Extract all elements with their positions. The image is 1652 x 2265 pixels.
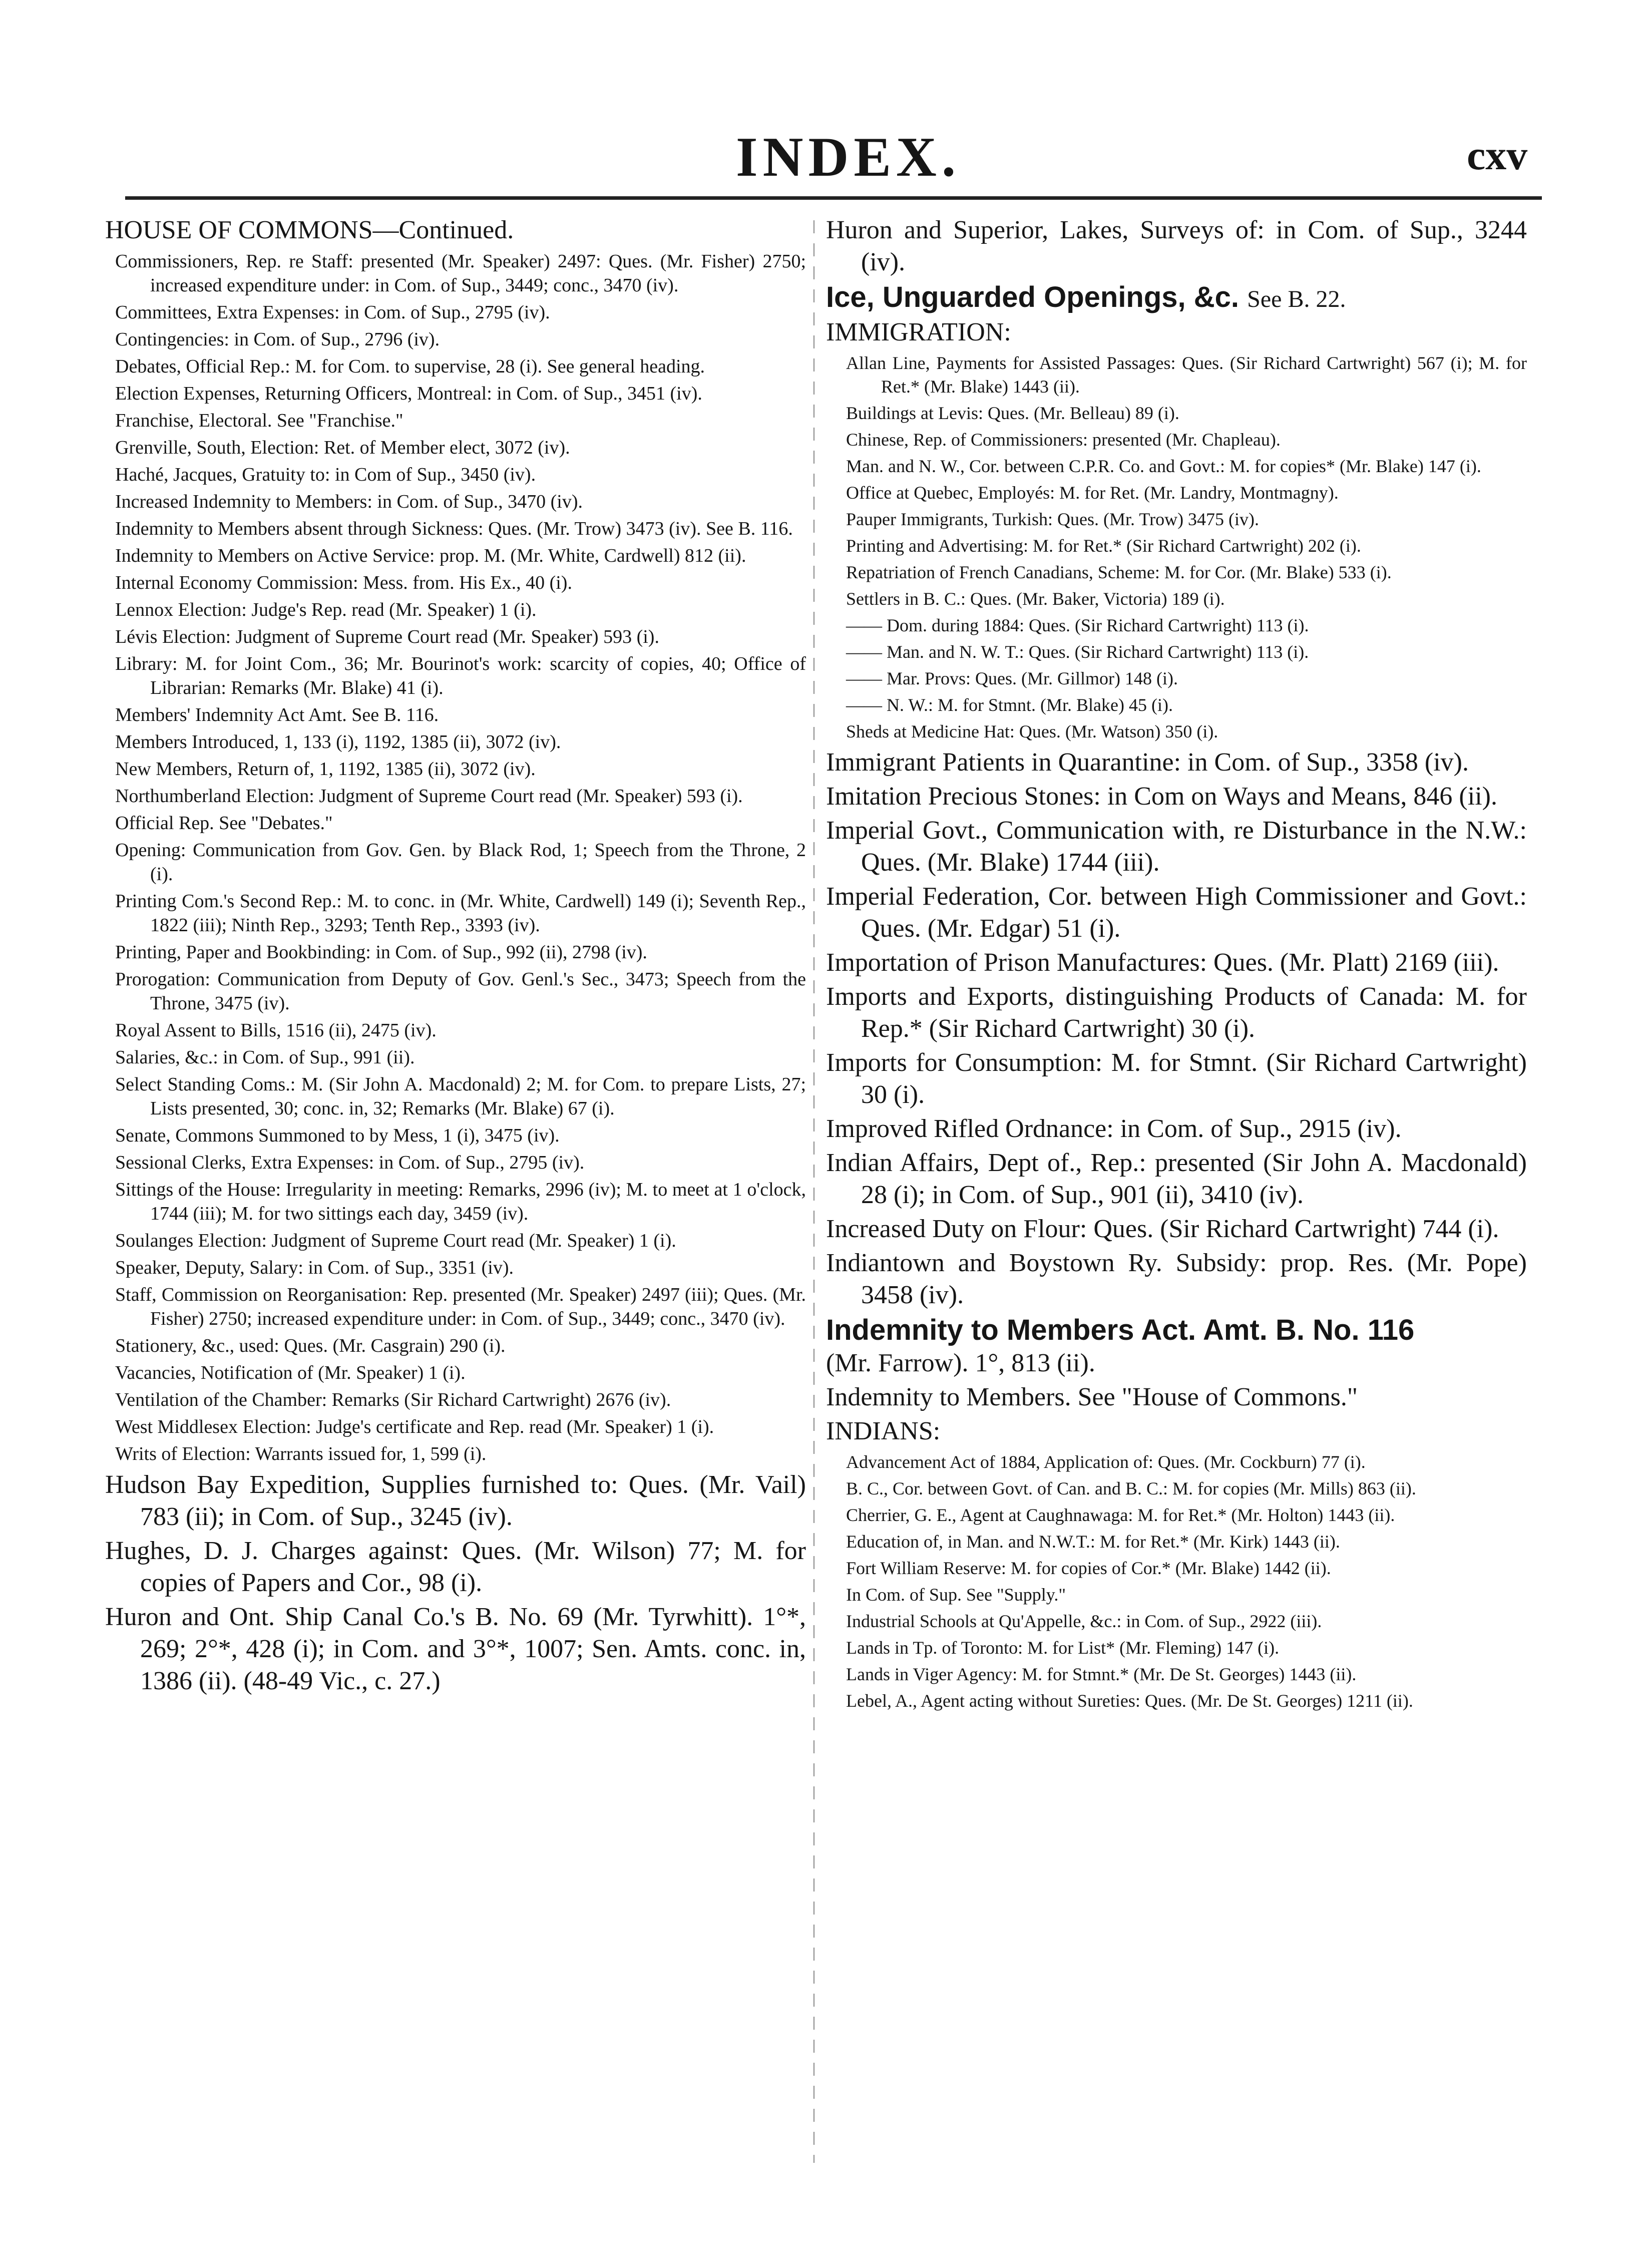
sub-entry: Prorogation: Communication from Deputy of Gov. Genl.'s Sec., 3473; Speech from the Throne, 3475 (iv). bbox=[115, 969, 806, 1014]
sub-entry: Pauper Immigrants, Turkish: Ques. (Mr. Trow) 3475 (iv). bbox=[846, 509, 1260, 529]
index-entry: Imperial Federation, Cor. between High Commissioner and Govt.: Ques. (Mr. Edgar) 51 (i). bbox=[826, 882, 1527, 943]
sub-entry: Senate, Commons Summoned to by Mess, 1 (i), 3475 (iv). bbox=[115, 1125, 560, 1146]
sub-entry: Commissioners, Rep. re Staff: presented (Mr. Speaker) 2497: Ques. (Mr. Fisher) 2750; increased expenditure under: in Com. of Sup., 3449; conc., 3470 (iv). bbox=[115, 251, 806, 296]
sub-entry: Northumberland Election: Judgment of Supreme Court read (Mr. Speaker) 593 (i). bbox=[115, 786, 743, 807]
sub-entry: Indemnity to Members absent through Sickness: Ques. (Mr. Trow) 3473 (iv). See B. 116. bbox=[115, 518, 793, 539]
sub-entry: Lands in Tp. of Toronto: M. for List* (Mr. Fleming) 147 (i). bbox=[846, 1638, 1280, 1658]
bill-details: (Mr. Farrow). 1°, 813 (ii). bbox=[826, 1349, 1095, 1377]
index-entry: Huron and Superior, Lakes, Surveys of: in Com. of Sup., 3244 (iv). bbox=[826, 216, 1527, 276]
sub-entry: Lévis Election: Judgment of Supreme Court read (Mr. Speaker) 593 (i). bbox=[115, 626, 659, 647]
index-entry: Imports for Consumption: M. for Stmnt. (Sir Richard Cartwright) 30 (i). bbox=[826, 1048, 1527, 1109]
index-entry: Imports and Exports, distinguishing Products of Canada: M. for Rep.* (Sir Richard Cartwright) 30 (i). bbox=[826, 982, 1527, 1043]
sub-entry: Office at Quebec, Employés: M. for Ret. (Mr. Landry, Montmagny). bbox=[846, 483, 1339, 503]
sub-entry: B. C., Cor. between Govt. of Can. and B. C.: M. for copies (Mr. Mills) 863 (ii). bbox=[846, 1478, 1416, 1498]
sub-entry: West Middlesex Election: Judge's certificate and Rep. read (Mr. Speaker) 1 (i). bbox=[115, 1416, 714, 1437]
sub-entry: Stationery, &c., used: Ques. (Mr. Casgrain) 290 (i). bbox=[115, 1335, 506, 1356]
sub-entry: —— Man. and N. W. T.: Ques. (Sir Richard Cartwright) 113 (i). bbox=[846, 642, 1309, 662]
index-entry: Hudson Bay Expedition, Supplies furnished to: Ques. (Mr. Vail) 783 (ii); in Com. of Sup., 3245 (iv). bbox=[105, 1470, 806, 1531]
sub-entry: Opening: Communication from Gov. Gen. by Black Rod, 1; Speech from the Throne, 2 (i). bbox=[115, 840, 806, 885]
page-title: INDEX. bbox=[736, 126, 961, 188]
sub-entry: Education of, in Man. and N.W.T.: M. for Ret.* (Mr. Kirk) 1443 (ii). bbox=[846, 1532, 1340, 1552]
index-entry: Indiantown and Boystown Ry. Subsidy: prop. Res. (Mr. Pope) 3458 (iv). bbox=[826, 1249, 1527, 1309]
index-entry: Improved Rifled Ordnance: in Com. of Sup., 2915 (iv). bbox=[826, 1114, 1402, 1143]
sub-entry: Printing and Advertising: M. for Ret.* (Sir Richard Cartwright) 202 (i). bbox=[846, 536, 1361, 556]
sub-entry: Lennox Election: Judge's Rep. read (Mr. Speaker) 1 (i). bbox=[115, 599, 537, 620]
section-heading: HOUSE OF COMMONS—Continued. bbox=[105, 216, 514, 244]
index-entry: Huron and Ont. Ship Canal Co.'s B. No. 69 (Mr. Tyrwhitt). 1°*, 269; 2°*, 428 (i); in Com. and 3°*, 1007; Sen. Amts. conc. in, 1386 (ii). (48-49 Vic., c. 27.) bbox=[105, 1603, 806, 1695]
bill-title: Ice, Unguarded Openings, &c. bbox=[826, 281, 1240, 313]
sub-entry: Chinese, Rep. of Commissioners: presented (Mr. Chapleau). bbox=[846, 430, 1281, 450]
sub-entry: Vacancies, Notification of (Mr. Speaker) 1 (i). bbox=[115, 1362, 466, 1383]
sub-entry: Election Expenses, Returning Officers, Montreal: in Com. of Sup., 3451 (iv). bbox=[115, 383, 702, 404]
sub-entry: Grenville, South, Election: Ret. of Member elect, 3072 (iv). bbox=[115, 437, 570, 458]
index-entry: Increased Duty on Flour: Ques. (Sir Richard Cartwright) 744 (i). bbox=[826, 1215, 1499, 1243]
sub-entry: Advancement Act of 1884, Application of: Ques. (Mr. Cockburn) 77 (i). bbox=[846, 1452, 1366, 1472]
sub-entry: Cherrier, G. E., Agent at Caughnawaga: M. for Ret.* (Mr. Holton) 1443 (ii). bbox=[846, 1505, 1395, 1525]
index-entry: Indian Affairs, Dept of., Rep.: presented (Sir John A. Macdonald) 28 (i); in Com. of Sup., 901 (ii), 3410 (iv). bbox=[826, 1149, 1527, 1209]
sub-entry: —— N. W.: M. for Stmnt. (Mr. Blake) 45 (i). bbox=[846, 695, 1173, 715]
sub-entry: Increased Indemnity to Members: in Com. of Sup., 3470 (iv). bbox=[115, 491, 583, 512]
bill-heading: Indemnity to Members Act. Amt. B. No. 116 bbox=[826, 1314, 1415, 1346]
sub-entry: Lebel, A., Agent acting without Sureties: Ques. (Mr. De St. Georges) 1211 (ii). bbox=[846, 1691, 1413, 1711]
sub-entry: Sittings of the House: Irregularity in meeting: Remarks, 2996 (iv); M. to meet at 1 o'clock, 1744 (iii); M. for two sittings each day, 3459 (iv). bbox=[115, 1179, 806, 1224]
sub-entry: Debates, Official Rep.: M. for Com. to supervise, 28 (i). See general heading. bbox=[115, 356, 705, 377]
index-entry: Immigrant Patients in Quarantine: in Com. of Sup., 3358 (iv). bbox=[826, 748, 1469, 777]
sub-entry: Library: M. for Joint Com., 36; Mr. Bourinot's work: scarcity of copies, 40; Office of Librarian: Remarks (Mr. Blake) 41 (i). bbox=[115, 653, 806, 698]
sub-entry: Industrial Schools at Qu'Appelle, &c.: in Com. of Sup., 2922 (iii). bbox=[846, 1611, 1322, 1631]
sub-entry: In Com. of Sup. See "Supply." bbox=[846, 1585, 1066, 1605]
index-entry: Importation of Prison Manufactures: Ques. (Mr. Platt) 2169 (iii). bbox=[826, 948, 1499, 977]
index-entry: Hughes, D. J. Charges against: Ques. (Mr. Wilson) 77; M. for copies of Papers and Cor., 98 (i). bbox=[105, 1537, 806, 1597]
sub-entry: Internal Economy Commission: Mess. from. His Ex., 40 (i). bbox=[115, 572, 572, 593]
sub-entry: New Members, Return of, 1, 1192, 1385 (ii), 3072 (iv). bbox=[115, 759, 536, 780]
sub-entry: Settlers in B. C.: Ques. (Mr. Baker, Victoria) 189 (i). bbox=[846, 589, 1225, 609]
sub-entry: Buildings at Levis: Ques. (Mr. Belleau) 89 (i). bbox=[846, 403, 1179, 423]
sub-entry: Sessional Clerks, Extra Expenses: in Com. of Sup., 2795 (iv). bbox=[115, 1152, 585, 1173]
sub-entry: Staff, Commission on Reorganisation: Rep. presented (Mr. Speaker) 2497 (iii); Ques. (Mr. Fisher) 2750; increased expenditure under: in Com. of Sup., 3449; conc., 3470 (iv). bbox=[115, 1284, 806, 1329]
sub-entry: Members' Indemnity Act Amt. See B. 116. bbox=[115, 704, 439, 725]
sub-entry: Select Standing Coms.: M. (Sir John A. Macdonald) 2; M. for Com. to prepare Lists, 27; Lists presented, 30; conc. in, 32; Remarks (Mr. Blake) 67 (i). bbox=[115, 1074, 806, 1119]
sub-entry: Speaker, Deputy, Salary: in Com. of Sup., 3351 (iv). bbox=[115, 1257, 514, 1278]
sub-entry: Repatriation of French Canadians, Scheme: M. for Cor. (Mr. Blake) 533 (i). bbox=[846, 562, 1392, 582]
sub-entry: —— Dom. during 1884: Ques. (Sir Richard Cartwright) 113 (i). bbox=[846, 615, 1309, 635]
header-rule bbox=[125, 196, 1542, 200]
index-entry: Indemnity to Members. See "House of Commons." bbox=[826, 1383, 1358, 1411]
sub-entry: Royal Assent to Bills, 1516 (ii), 2475 (iv). bbox=[115, 1020, 437, 1041]
bill-heading bbox=[826, 280, 1527, 316]
sub-entry: Printing Com.'s Second Rep.: M. to conc. in (Mr. White, Cardwell) 149 (i); Seventh Rep., 1822 (iii); Ninth Rep., 3293; Tenth Rep., 3393 (iv). bbox=[115, 891, 806, 936]
sub-entry: Fort William Reserve: M. for copies of Cor.* (Mr. Blake) 1442 (ii). bbox=[846, 1558, 1331, 1578]
sub-entry: Writs of Election: Warrants issued for, 1, 599 (i). bbox=[115, 1443, 487, 1464]
sub-entry: Haché, Jacques, Gratuity to: in Com of Sup., 3450 (iv). bbox=[115, 464, 536, 485]
sub-entry: Man. and N. W., Cor. between C.P.R. Co. and Govt.: M. for copies* (Mr. Blake) 147 (i). bbox=[846, 456, 1481, 476]
sub-entry: Members Introduced, 1, 133 (i), 1192, 1385 (ii), 3072 (iv). bbox=[115, 731, 561, 752]
index-entry: Imperial Govt., Communication with, re Disturbance in the N.W.: Ques. (Mr. Blake) 1744 (iii). bbox=[826, 816, 1527, 877]
sub-entry: Franchise, Electoral. See "Franchise." bbox=[115, 410, 403, 431]
sub-entry: Indemnity to Members on Active Service: prop. M. (Mr. White, Cardwell) 812 (ii). bbox=[115, 545, 746, 566]
index-entry: Imitation Precious Stones: in Com on Ways and Means, 846 (ii). bbox=[826, 782, 1497, 811]
sub-entry: Printing, Paper and Bookbinding: in Com. of Sup., 992 (ii), 2798 (iv). bbox=[115, 942, 647, 963]
sub-entry: Allan Line, Payments for Assisted Passages: Ques. (Sir Richard Cartwright) 567 (i); M. for Ret.* (Mr. Blake) 1443 (ii). bbox=[846, 353, 1527, 397]
sub-entry: Ventilation of the Chamber: Remarks (Sir Richard Cartwright) 2676 (iv). bbox=[115, 1389, 671, 1410]
sub-entry: Official Rep. See "Debates." bbox=[115, 813, 333, 834]
sub-entry: —— Mar. Provs: Ques. (Mr. Gillmor) 148 (i). bbox=[846, 668, 1178, 688]
section-heading: IMMIGRATION: bbox=[826, 318, 1011, 346]
section-heading: INDIANS: bbox=[826, 1417, 941, 1445]
sub-entry: Salaries, &c.: in Com. of Sup., 991 (ii). bbox=[115, 1047, 415, 1068]
sub-entry: Soulanges Election: Judgment of Supreme Court read (Mr. Speaker) 1 (i). bbox=[115, 1230, 676, 1251]
left-column bbox=[105, 214, 806, 1699]
sub-entry: Sheds at Medicine Hat: Ques. (Mr. Watson) 350 (i). bbox=[846, 721, 1218, 741]
bill-reference: See B. 22. bbox=[1247, 286, 1346, 312]
sub-entry: Committees, Extra Expenses: in Com. of Sup., 2795 (iv). bbox=[115, 302, 550, 323]
sub-entry: Contingencies: in Com. of Sup., 2796 (iv). bbox=[115, 329, 440, 350]
sub-entry: Lands in Viger Agency: M. for Stmnt.* (Mr. De St. Georges) 1443 (ii). bbox=[846, 1664, 1357, 1684]
right-column bbox=[826, 214, 1527, 1716]
column-divider bbox=[813, 220, 814, 2163]
page-number: cxv bbox=[1467, 132, 1528, 179]
